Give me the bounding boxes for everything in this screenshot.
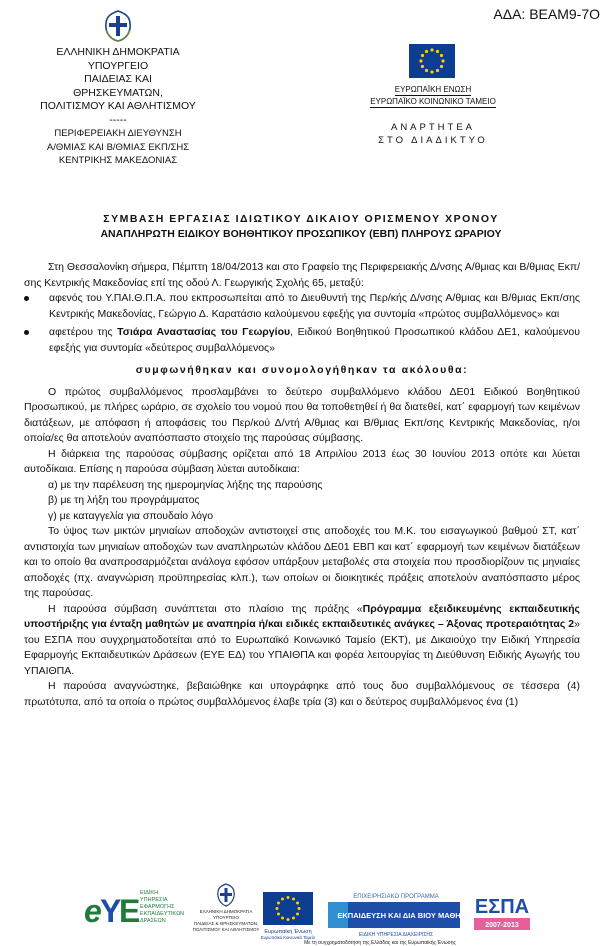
eu-star xyxy=(421,65,424,68)
intro-paragraph: Στη Θεσσαλονίκη σήμερα, Πέμπτη 18/04/2013 και στο Γραφείο της Περιφερειακής Δ/νσης Α/θμιας και Β/θμιας Εκπ/σης Κεντρικής Μακεδονίας επί της οδού Λ. Γεωργικής Σχολής 65, μεταξύ: xyxy=(24,261,580,289)
eu-star xyxy=(287,918,290,921)
programme-text-3: ΕΙΔΙΚΗ ΥΠΗΡΕΣΙΑ ΔΙΑΧΕΙΡΙΣΗΣ xyxy=(358,932,434,938)
party2-pre: αφετέρου της xyxy=(49,326,118,338)
eu-star xyxy=(277,913,280,916)
bullet-icon xyxy=(24,330,29,335)
ada-code: ΑΔΑ: ΒΕΑΜ9-7Ο xyxy=(493,6,600,22)
paragraph xyxy=(24,602,580,680)
header-line: Α/ΘΜΙΑΣ ΚΑΙ Β/ΘΜΙΑΣ ΕΚΠ/ΣΗΣ xyxy=(46,141,190,153)
eye-logo-icon xyxy=(84,890,184,929)
party2-post: , Ειδικού Βοηθητικού Προσωπικού κλάδου ΔΕ1, καλούμενου εφεξής για συντομία «δεύτερος συμβαλλόμενος» xyxy=(49,326,580,354)
eu-star xyxy=(281,897,284,900)
eu-star xyxy=(430,48,433,51)
party1-text: αφενός του Υ.ΠΑΙ.Θ.Π.Α. που εκπροσωπείται από το Διευθυντή της Περ/κής Δ/νσης Α/θμιας και Β/θμιας Εκπ/σης Κεντρικής Μακεδονίας, Γεώργιο Δ. Καρατάσιο καλούμενου εφεξής για συντομία «πρώτος συμβαλλόμενος» και xyxy=(49,292,580,320)
header-line: ΠΟΛΙΤΙΣΜΟΥ ΚΑΙ ΑΘΛΗΤΙΣΜΟΥ xyxy=(40,100,196,112)
eu-star xyxy=(425,69,428,72)
eye-text-3: ΕΦΑΡΜΟΓΗΣ xyxy=(140,904,175,910)
programme-text-1: ΕΠΙΧΕΙΡΗΣΙΑΚΟ ΠΡΟΓΡΑΜΜΑ xyxy=(353,894,439,900)
eu-star xyxy=(296,902,299,905)
eu-star xyxy=(419,59,422,62)
eu-star xyxy=(298,907,301,910)
para4-post: » του ΕΣΠΑ που συγχρηματοδοτείται από το Ευρωπαϊκό Κοινωνικό Ταμείο (ΕΚΤ), με Δικαιούχο την Ειδική Υπηρεσία Εφαρμογής Εκπαιδευτικών Δράσεων (ΕΥΕ ΕΔ) του ΥΠΑΙΘΠΑ και φορέα λειτουργίας τη Διεύθυνση Ειδικής Αγωγής του ΥΠΑΙΘΠΑ. xyxy=(24,618,580,677)
header-line: ΕΛΛΗΝΙΚΗ ΔΗΜΟΚΡΑΤΙΑ xyxy=(56,46,180,58)
header-line: ΥΠΟΥΡΓΕΙΟ xyxy=(87,59,149,72)
eu-label: ΕΥΡΩΠΑΪΚΗ ΕΝΩΣΗ xyxy=(394,85,472,94)
list-item: β) με τη λήξη του προγράμματος xyxy=(48,494,200,506)
eye-text-1: ΕΙΔΙΚΗ xyxy=(140,890,159,896)
eye-text-2: ΥΠΗΡΕΣΙΑ xyxy=(140,897,168,903)
publish-notice xyxy=(363,121,503,147)
header-separator: ----- xyxy=(109,113,127,126)
paragraph: Η διάρκεια της παρούσας σύμβασης ορίζεται από 18 Απριλίου 2013 έως 30 Ιουνίου 2013 οπότε και λύεται αυτοδίκαια. Επίσης η παρούσα σύμβαση λύεται αυτοδίκαια: xyxy=(24,447,580,475)
svg-text:E: E xyxy=(119,893,141,929)
list-item: γ) με καταγγελία για σπουδαίο λόγο xyxy=(48,509,214,522)
bullet-icon xyxy=(24,296,29,301)
greek-emblem-icon xyxy=(103,10,133,42)
espa-text: ΕΣΠΑ xyxy=(474,896,530,918)
eu-star xyxy=(436,69,439,72)
header-line: ΚΕΝΤΡΙΚΗΣ ΜΑΚΕΔΟΝΙΑΣ xyxy=(58,155,178,166)
header-line: ΠΑΙΔΕΙΑΣ ΚΑΙ ΘΡΗΣΚΕΥΜΑΤΩΝ, xyxy=(73,73,163,99)
eu-star xyxy=(441,59,444,62)
contract-body xyxy=(24,260,580,710)
eu-star xyxy=(436,50,439,53)
eu-star xyxy=(440,54,443,57)
eye-text-5: ΔΡΑΣΕΩΝ xyxy=(140,918,166,924)
contract-subtitle: ΑΝΑΠΛΗΡΩΤΗ ΕΙΔΙΚΟΥ ΒΟΗΘΗΤΙΚΟΥ ΠΡΟΣΩΠΙΚΟΥ (ΕΒΠ) ΠΛΗΡΟΥΣ ΩΡΑΡΙΟΥ xyxy=(100,228,502,240)
espa-years: 2007-2013 xyxy=(485,922,519,929)
eu-footer-text: Ευρωπαϊκή Ένωση xyxy=(264,929,312,935)
cofinance-note: Με τη συγχρηματοδότηση της Ελλάδας και της Ευρωπαϊκής Ένωσης xyxy=(304,940,456,946)
party-item xyxy=(24,291,580,322)
eu-footer-logo-icon xyxy=(261,892,316,940)
eu-footer-text-2: Ευρωπαϊκό Κοινωνικό Ταμείο xyxy=(260,935,316,940)
publish-line: ΣΤΟ ΔΙΑΔΙΚΤΥΟ xyxy=(378,135,488,146)
contract-title: ΣΥΜΒΑΣΗ ΕΡΓΑΣΙΑΣ ΙΔΙΩΤΙΚΟΥ ΔΙΚΑΙΟΥ ΟΡΙΣΜΕΝΟΥ ΧΡΟΝΟΥ xyxy=(103,213,499,225)
header-line: ΠΕΡΙΦΕΡΕΙΑΚΗ ΔΙΕΥΘΥΝΣΗ xyxy=(54,128,182,139)
svg-text:e: e xyxy=(84,893,102,929)
ministry-text-1: ΕΛΛΗΝΙΚΗ ΔΗΜΟΚΡΑΤΙΑ xyxy=(199,909,253,914)
party2-name: Τσιάρα Αναστασίας του Γεωργίου xyxy=(117,326,291,338)
ministry-header xyxy=(38,46,198,168)
agreed-heading: συμφωνήθηκαν και συνομολογήθηκαν τα ακόλουθα: xyxy=(135,364,469,376)
para4-bold: Πρόγραμμα εξειδικευμένης εκπαιδευτικής υποστήριξης για ένταξη μαθητών με αναπηρία ή/και ειδικές εκπαιδευτικές ανάγκες – Άξονας προτεραιότητας 2 xyxy=(24,602,581,630)
paragraph: Η παρούσα αναγνώστηκε, βεβαιώθηκε και υπογράφηκε από τους δυο συμβαλλόμενους σε τέσσερα (4) πρωτότυπα, από τα οποία ο πρώτος συμβαλλόμενος έλαβε τρία (3) και ο δεύτερος συμβαλλόμενος ένα (1) xyxy=(24,680,580,708)
eu-header xyxy=(353,84,513,108)
eu-star xyxy=(276,907,279,910)
programme-logo-icon xyxy=(328,894,471,938)
list-item: α) με την παρέλευση της ημερομηνίας λήξης της παρούσης xyxy=(48,478,323,491)
eu-star xyxy=(425,50,428,53)
eu-star xyxy=(296,913,299,916)
ministry-text-2: ΥΠΟΥΡΓΕΙΟ xyxy=(213,915,239,920)
eu-star xyxy=(281,917,284,920)
ministry-logo-icon xyxy=(193,884,260,932)
paragraph: Ο πρώτος συμβαλλόμενος προσλαμβάνει το δεύτερο συμβαλλόμενο κλάδου ΔΕ01 Ειδικού Βοηθητικού Προσωπικού, με πλήρες ωράριο, σε σχολείο του νομού που θα τοποθετηθεί ή θα διατεθεί, κατ΄ εφαρμογή των κειμένων διατάξεων, με απόφαση ή αποφάσεις του Περ/κού Δ/ντή Α/θμιας και Β/θμιας Εκπ/σης Κεντρικής Μακεδονίας, η/οι οποία/ες θα αποτελούν αναπόσπαστο στοιχείο της παρούσας σύμβασης. xyxy=(24,385,580,444)
eu-star xyxy=(292,897,295,900)
paragraph: Το ύψος των μικτών μηνιαίων αποδοχών αντιστοιχεί στις αποδοχές του Μ.Κ. του εισαγωγικού βαθμού ΣΤ, κατ΄ αντιστοιχία των μηνιαίων αποδοχών των αναπληρωτών κλάδου ΔΕ01 ΕΒΠ και κατ΄ εφαρμογή των κειμένων διατάξεων και το οποίο θα αναπροσαρμόζεται ανάλογα εφόσον υπάρξουν μεταβολές στα στοιχεία που προσδιορίζουν τις μηνιαίες αποδοχές (πχ. αναγνώριση προϋπηρεσίας κλπ.), των οποίων οι διοικητικές πράξεις αποτελούν αναπόσπαστο μέρος της παρούσας. xyxy=(24,525,580,599)
eu-star xyxy=(292,917,295,920)
eu-star xyxy=(440,65,443,68)
ministry-text-4: ΠΟΛΙΤΙΣΜΟΥ ΚΑΙ ΑΘΛΗΤΙΣΜΟΥ xyxy=(192,927,260,932)
eu-star xyxy=(277,902,280,905)
ministry-text-3: ΠΑΙΔΕΙΑΣ & ΘΡΗΣΚΕΥΜΑΤΩΝ, xyxy=(193,921,259,926)
publish-line: ΑΝΑΡΤΗΤΕΑ xyxy=(390,122,475,133)
fund-label: ΕΥΡΩΠΑΪΚΟ ΚΟΙΝΩΝΙΚΟ ΤΑΜΕΙΟ xyxy=(370,97,496,106)
eu-flag-icon xyxy=(409,44,455,78)
eu-star xyxy=(421,54,424,57)
eye-text-4: ΕΚΠΑΙΔΕΥΤΙΚΩΝ xyxy=(140,911,185,917)
eu-star xyxy=(430,70,433,73)
svg-text:Y: Y xyxy=(100,893,122,929)
footer-logos xyxy=(0,878,602,946)
espa-logo-icon xyxy=(474,890,530,930)
para4-pre: Η παρούσα σύμβαση συνάπτεται στο πλαίσιο της πράξης « xyxy=(48,602,363,615)
eu-star xyxy=(287,896,290,899)
programme-text-2: ΕΚΠΑΙΔΕΥΣΗ ΚΑΙ ΔΙΑ ΒΙΟΥ ΜΑΘΗΣΗ xyxy=(337,911,471,920)
party-item xyxy=(24,325,580,356)
